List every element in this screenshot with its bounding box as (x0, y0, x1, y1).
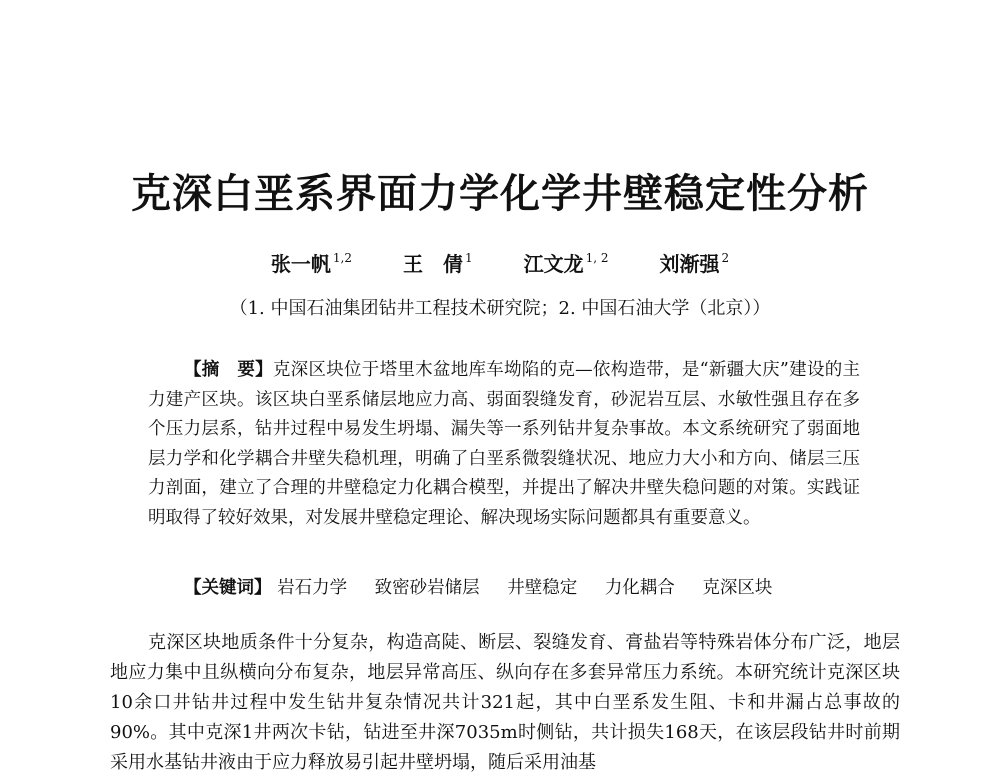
abstract-text: 克深区块位于塔里木盆地库车坳陷的克—依构造带，是“新疆大庆”建设的主力建产区块。该区块白垩系储层地应力高、弱面裂缝发育，砂泥岩互层、水敏性强且存在多个压力层系，钻井过程中易发生坍塌、漏失等一系列钻井复杂事故。本文系统研究了弱面地层力学和化学耦合井壁失稳机理，明确了白垩系微裂缝状况、地应力大小和方向、储层三压力剖面，建立了合理的井壁稳定力化耦合模型，并提出了解决井壁失稳问题的对策。实践证明取得了较好效果，对发展井壁稳定理论、解决现场实际问题都具有重要意义。 (148, 360, 860, 528)
author-name: 江文龙 (523, 252, 584, 276)
abstract-label: 【摘 要】 (184, 360, 273, 380)
author-affiliation-mark: 1,2 (332, 251, 352, 265)
keyword: 致密砂岩储层 (374, 578, 480, 598)
keyword: 井壁稳定 (507, 578, 578, 598)
author (659, 244, 729, 278)
author (271, 244, 352, 278)
keywords (184, 574, 864, 602)
author-affiliation-mark: 2 (721, 251, 730, 265)
body-paragraph: 克深区块地质条件十分复杂，构造高陡、断层、裂缝发育、膏盐岩等特殊岩体分布广泛，地层地应力集中且纵横向分布复杂，地层异常高压、纵向存在多套异常压力系统。本研究统计克深区块10余口井钻井过程中发生钻井复杂情况共计321起，其中白垩系发生阻、卡和井漏占总事故的90%。其中克深1井两次卡钻，钻进至井深7035m时侧钻，共计损失168天，在该层段钻井时前期采用水基钻井液由于应力释放易引起井壁坍塌，随后采用油基 (110, 632, 900, 773)
author-name: 刘渐强 (659, 252, 720, 276)
paper-title: 克深白垩系界面力学化学井壁稳定性分析 (131, 171, 869, 217)
abstract (148, 356, 860, 533)
author-affiliation-mark: 1, 2 (585, 251, 609, 265)
author-name: 张一帆 (270, 252, 331, 276)
affiliations: （1. 中国石油集团钻井工程技术研究院；2. 中国石油大学（北京）） (229, 298, 771, 319)
keyword: 岩石力学 (277, 578, 348, 598)
author-affiliation-mark: 1 (464, 251, 473, 265)
author-name: 王 倩 (402, 252, 463, 276)
keyword: 力化耦合 (604, 578, 675, 598)
author-list (0, 244, 1000, 278)
author (524, 244, 609, 278)
keyword: 克深区块 (702, 578, 773, 598)
keywords-label: 【关键词】 (184, 578, 272, 598)
author (403, 244, 473, 278)
